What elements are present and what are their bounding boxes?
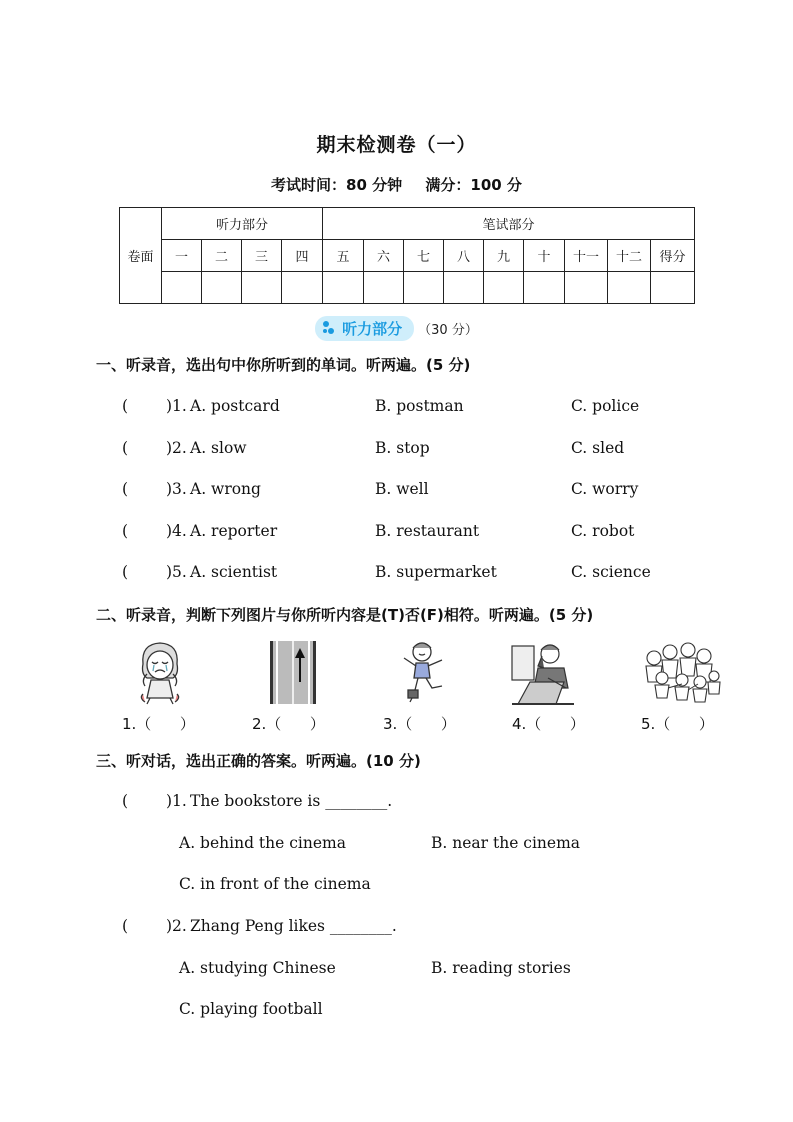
q1-item-num: )2. <box>166 439 187 457</box>
col-header: 五 <box>323 240 364 272</box>
q3-option-a: A. studying Chinese <box>179 959 336 977</box>
q3-option-b: B. near the cinema <box>431 834 581 852</box>
crying-girl-icon <box>135 638 185 706</box>
q1-item-num: )3. <box>166 480 187 498</box>
exam-time: 考试时间：80 分钟 <box>271 176 403 194</box>
crowd-of-people-icon <box>640 638 722 706</box>
listening-header: 听力部分 <box>162 208 323 240</box>
q3-option-c: C. in front of the cinema <box>179 875 371 893</box>
score-cell[interactable] <box>444 272 484 304</box>
col-header: 十一 <box>565 240 608 272</box>
q1-heading: 一、听录音，选出句中你所听到的单词。听两遍。(5 分) <box>96 356 471 374</box>
answer-paren[interactable]: ( <box>122 480 129 498</box>
score-cell[interactable] <box>565 272 608 304</box>
answer-paren[interactable]: ( <box>122 563 129 581</box>
answer-paren[interactable]: ( <box>122 917 129 935</box>
score-row-label: 卷面 <box>120 208 162 304</box>
q1-option-a: A. postcard <box>190 397 280 415</box>
col-header: 九 <box>484 240 524 272</box>
score-cell[interactable] <box>364 272 404 304</box>
q3-question: Zhang Peng likes ________. <box>190 917 397 935</box>
q2-answer-label[interactable]: 4.（ ） <box>512 715 585 733</box>
col-header: 二 <box>202 240 242 272</box>
score-cell[interactable] <box>608 272 651 304</box>
q2-answer-label[interactable]: 2.（ ） <box>252 715 325 733</box>
q1-option-c: C. science <box>571 563 651 581</box>
writing-header: 笔试部分 <box>323 208 695 240</box>
col-header: 一 <box>162 240 202 272</box>
q3-heading: 三、听对话，选出正确的答案。听两遍。(10 分) <box>96 752 421 770</box>
q1-option-b: B. supermarket <box>375 563 497 581</box>
score-cell[interactable] <box>484 272 524 304</box>
road-arrow-icon <box>268 638 318 706</box>
score-cell[interactable] <box>242 272 282 304</box>
col-header: 得分 <box>651 240 695 272</box>
page-title: 期末检测卷（一） <box>316 134 477 156</box>
q2-answer-label[interactable]: 5.（ ） <box>641 715 714 733</box>
listening-section-banner <box>0 316 793 341</box>
score-cell[interactable] <box>162 272 202 304</box>
col-header: 十 <box>524 240 565 272</box>
q1-item-num: )4. <box>166 522 187 540</box>
score-cell[interactable] <box>202 272 242 304</box>
q1-option-a: A. reporter <box>190 522 278 540</box>
q1-item-num: )1. <box>166 397 187 415</box>
answer-paren[interactable]: ( <box>122 397 129 415</box>
score-cell[interactable] <box>524 272 565 304</box>
listening-section-pill <box>315 316 414 341</box>
q2-answer-label[interactable]: 1.（ ） <box>122 715 195 733</box>
col-header: 十二 <box>608 240 651 272</box>
answer-paren[interactable]: ( <box>122 439 129 457</box>
score-cell[interactable] <box>282 272 323 304</box>
q1-option-b: B. well <box>375 480 429 498</box>
q1-option-c: C. sled <box>571 439 625 457</box>
q1-option-b: B. postman <box>375 397 464 415</box>
boy-kicking-icon <box>398 638 448 706</box>
dots-icon <box>323 321 337 335</box>
col-header: 七 <box>404 240 444 272</box>
q1-option-c: C. police <box>571 397 640 415</box>
man-on-phone-laptop-icon <box>508 638 578 706</box>
listening-section-points: （30 分） <box>418 323 478 338</box>
q1-option-a: A. wrong <box>190 480 261 498</box>
answer-paren[interactable]: ( <box>122 792 129 810</box>
q3-option-a: A. behind the cinema <box>179 834 346 852</box>
q1-option-c: C. robot <box>571 522 635 540</box>
q3-option-b: B. reading stories <box>431 959 571 977</box>
col-header: 四 <box>282 240 323 272</box>
q3-question: The bookstore is ________. <box>190 792 393 810</box>
q1-option-c: C. worry <box>571 480 639 498</box>
full-score: 满分：100 分 <box>425 176 522 194</box>
score-cell[interactable] <box>323 272 364 304</box>
q1-option-b: B. stop <box>375 439 430 457</box>
col-header: 八 <box>444 240 484 272</box>
answer-paren[interactable]: ( <box>122 522 129 540</box>
q1-option-a: A. scientist <box>190 563 278 581</box>
q1-option-a: A. slow <box>190 439 247 457</box>
q1-item-num: )5. <box>166 563 187 581</box>
score-table <box>119 207 695 304</box>
listening-section-label: 听力部分 <box>342 320 403 338</box>
score-cell[interactable] <box>404 272 444 304</box>
col-header: 三 <box>242 240 282 272</box>
q3-option-c: C. playing football <box>179 1000 323 1018</box>
q1-option-b: B. restaurant <box>375 522 480 540</box>
q3-item-num: )2. <box>166 917 187 935</box>
q2-answer-label[interactable]: 3.（ ） <box>383 715 456 733</box>
exam-info <box>0 174 793 195</box>
q2-heading: 二、听录音，判断下列图片与你所听内容是(T)否(F)相符。听两遍。(5 分) <box>96 606 594 624</box>
score-cell[interactable] <box>651 272 695 304</box>
col-header: 六 <box>364 240 404 272</box>
q3-item-num: )1. <box>166 792 187 810</box>
